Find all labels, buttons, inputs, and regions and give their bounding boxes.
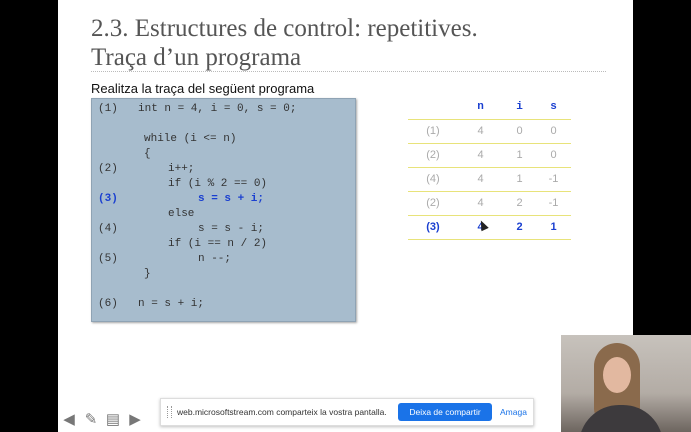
hide-button[interactable]: Amaga	[500, 407, 527, 417]
stop-sharing-button[interactable]: Deixa de compartir	[398, 403, 492, 421]
code-line-text: int n = 4, i = 0, s = 0;	[138, 103, 297, 115]
code-line-label: (6)	[98, 298, 118, 310]
trace-cell-i: 2	[516, 221, 523, 233]
header-i: i	[516, 101, 523, 113]
header-n: n	[477, 101, 484, 113]
presenter-face	[603, 357, 631, 393]
trace-cell-s: 0	[550, 125, 557, 137]
trace-cell-step: (2)	[426, 149, 440, 161]
code-line-label: (2)	[98, 163, 118, 175]
code-line-text: n = s + i;	[138, 298, 205, 310]
code-line-text: if (i == n / 2)	[168, 238, 268, 250]
trace-table	[408, 96, 571, 240]
trace-row	[408, 143, 571, 167]
trace-cell-n: 4	[477, 149, 484, 161]
trace-row	[408, 191, 571, 215]
trace-cell-step: (4)	[426, 173, 440, 185]
trace-cell-i: 2	[516, 197, 523, 209]
trace-cell-n: 4	[477, 197, 484, 209]
title-line-1: 2.3. Estructures de control: repetitives.	[91, 15, 478, 42]
code-line-text: s = s - i;	[198, 223, 265, 235]
arrow-left-icon[interactable]: ◀	[63, 411, 75, 428]
code-line-text: {	[144, 148, 151, 160]
trace-table-header	[408, 96, 571, 119]
trace-cell-i: 1	[516, 173, 523, 185]
arrow-right-icon[interactable]: ▶	[129, 411, 141, 428]
code-line-text: i++;	[168, 163, 195, 175]
header-s: s	[550, 101, 557, 113]
code-line-label: (3)	[98, 193, 118, 205]
code-line-text: n --;	[198, 253, 232, 265]
slide-nav-bar	[60, 409, 144, 431]
trace-cell-i: 0	[516, 125, 523, 137]
screen-share-bar	[160, 398, 534, 426]
webcam-video	[561, 335, 691, 432]
presenter-torso	[579, 405, 663, 432]
trace-cell-step: (2)	[426, 197, 440, 209]
code-line-text: while (i <= n)	[144, 133, 237, 145]
title-line-2: Traça d’un programa	[91, 44, 302, 71]
code-line-text: else	[168, 208, 195, 220]
trace-cell-s: -1	[548, 197, 559, 209]
pencil-icon[interactable]: ✎	[84, 411, 98, 428]
trace-cell-s: -1	[548, 173, 559, 185]
slide-subtitle: Realitza la traça del següent programa	[91, 81, 315, 96]
trace-row	[408, 215, 571, 240]
code-line-text: }	[144, 268, 151, 280]
trace-cell-i: 1	[516, 149, 523, 161]
trace-cell-s: 1	[550, 221, 557, 233]
code-line-label: (1)	[98, 103, 118, 115]
code-line-text: if (i % 2 == 0)	[168, 178, 268, 190]
trace-row	[408, 167, 571, 191]
share-message: web.microsoftstream.com comparteix la vostra pantalla.	[177, 407, 387, 417]
code-line-label: (4)	[98, 223, 118, 235]
trace-cell-step: (3)	[426, 221, 440, 233]
trace-cell-n: 4	[477, 221, 484, 233]
slide	[58, 0, 633, 432]
drag-handle-icon[interactable]	[167, 406, 172, 418]
code-line-label: (5)	[98, 253, 118, 265]
trace-cell-step: (1)	[426, 125, 440, 137]
trace-cell-n: 4	[477, 125, 484, 137]
code-line-text: s = s + i;	[198, 193, 265, 205]
title-divider	[91, 71, 606, 72]
notes-icon[interactable]: ▤	[105, 411, 121, 428]
trace-cell-s: 0	[550, 149, 557, 161]
trace-row	[408, 119, 571, 143]
slide-title	[91, 14, 621, 72]
trace-cell-n: 4	[477, 173, 484, 185]
